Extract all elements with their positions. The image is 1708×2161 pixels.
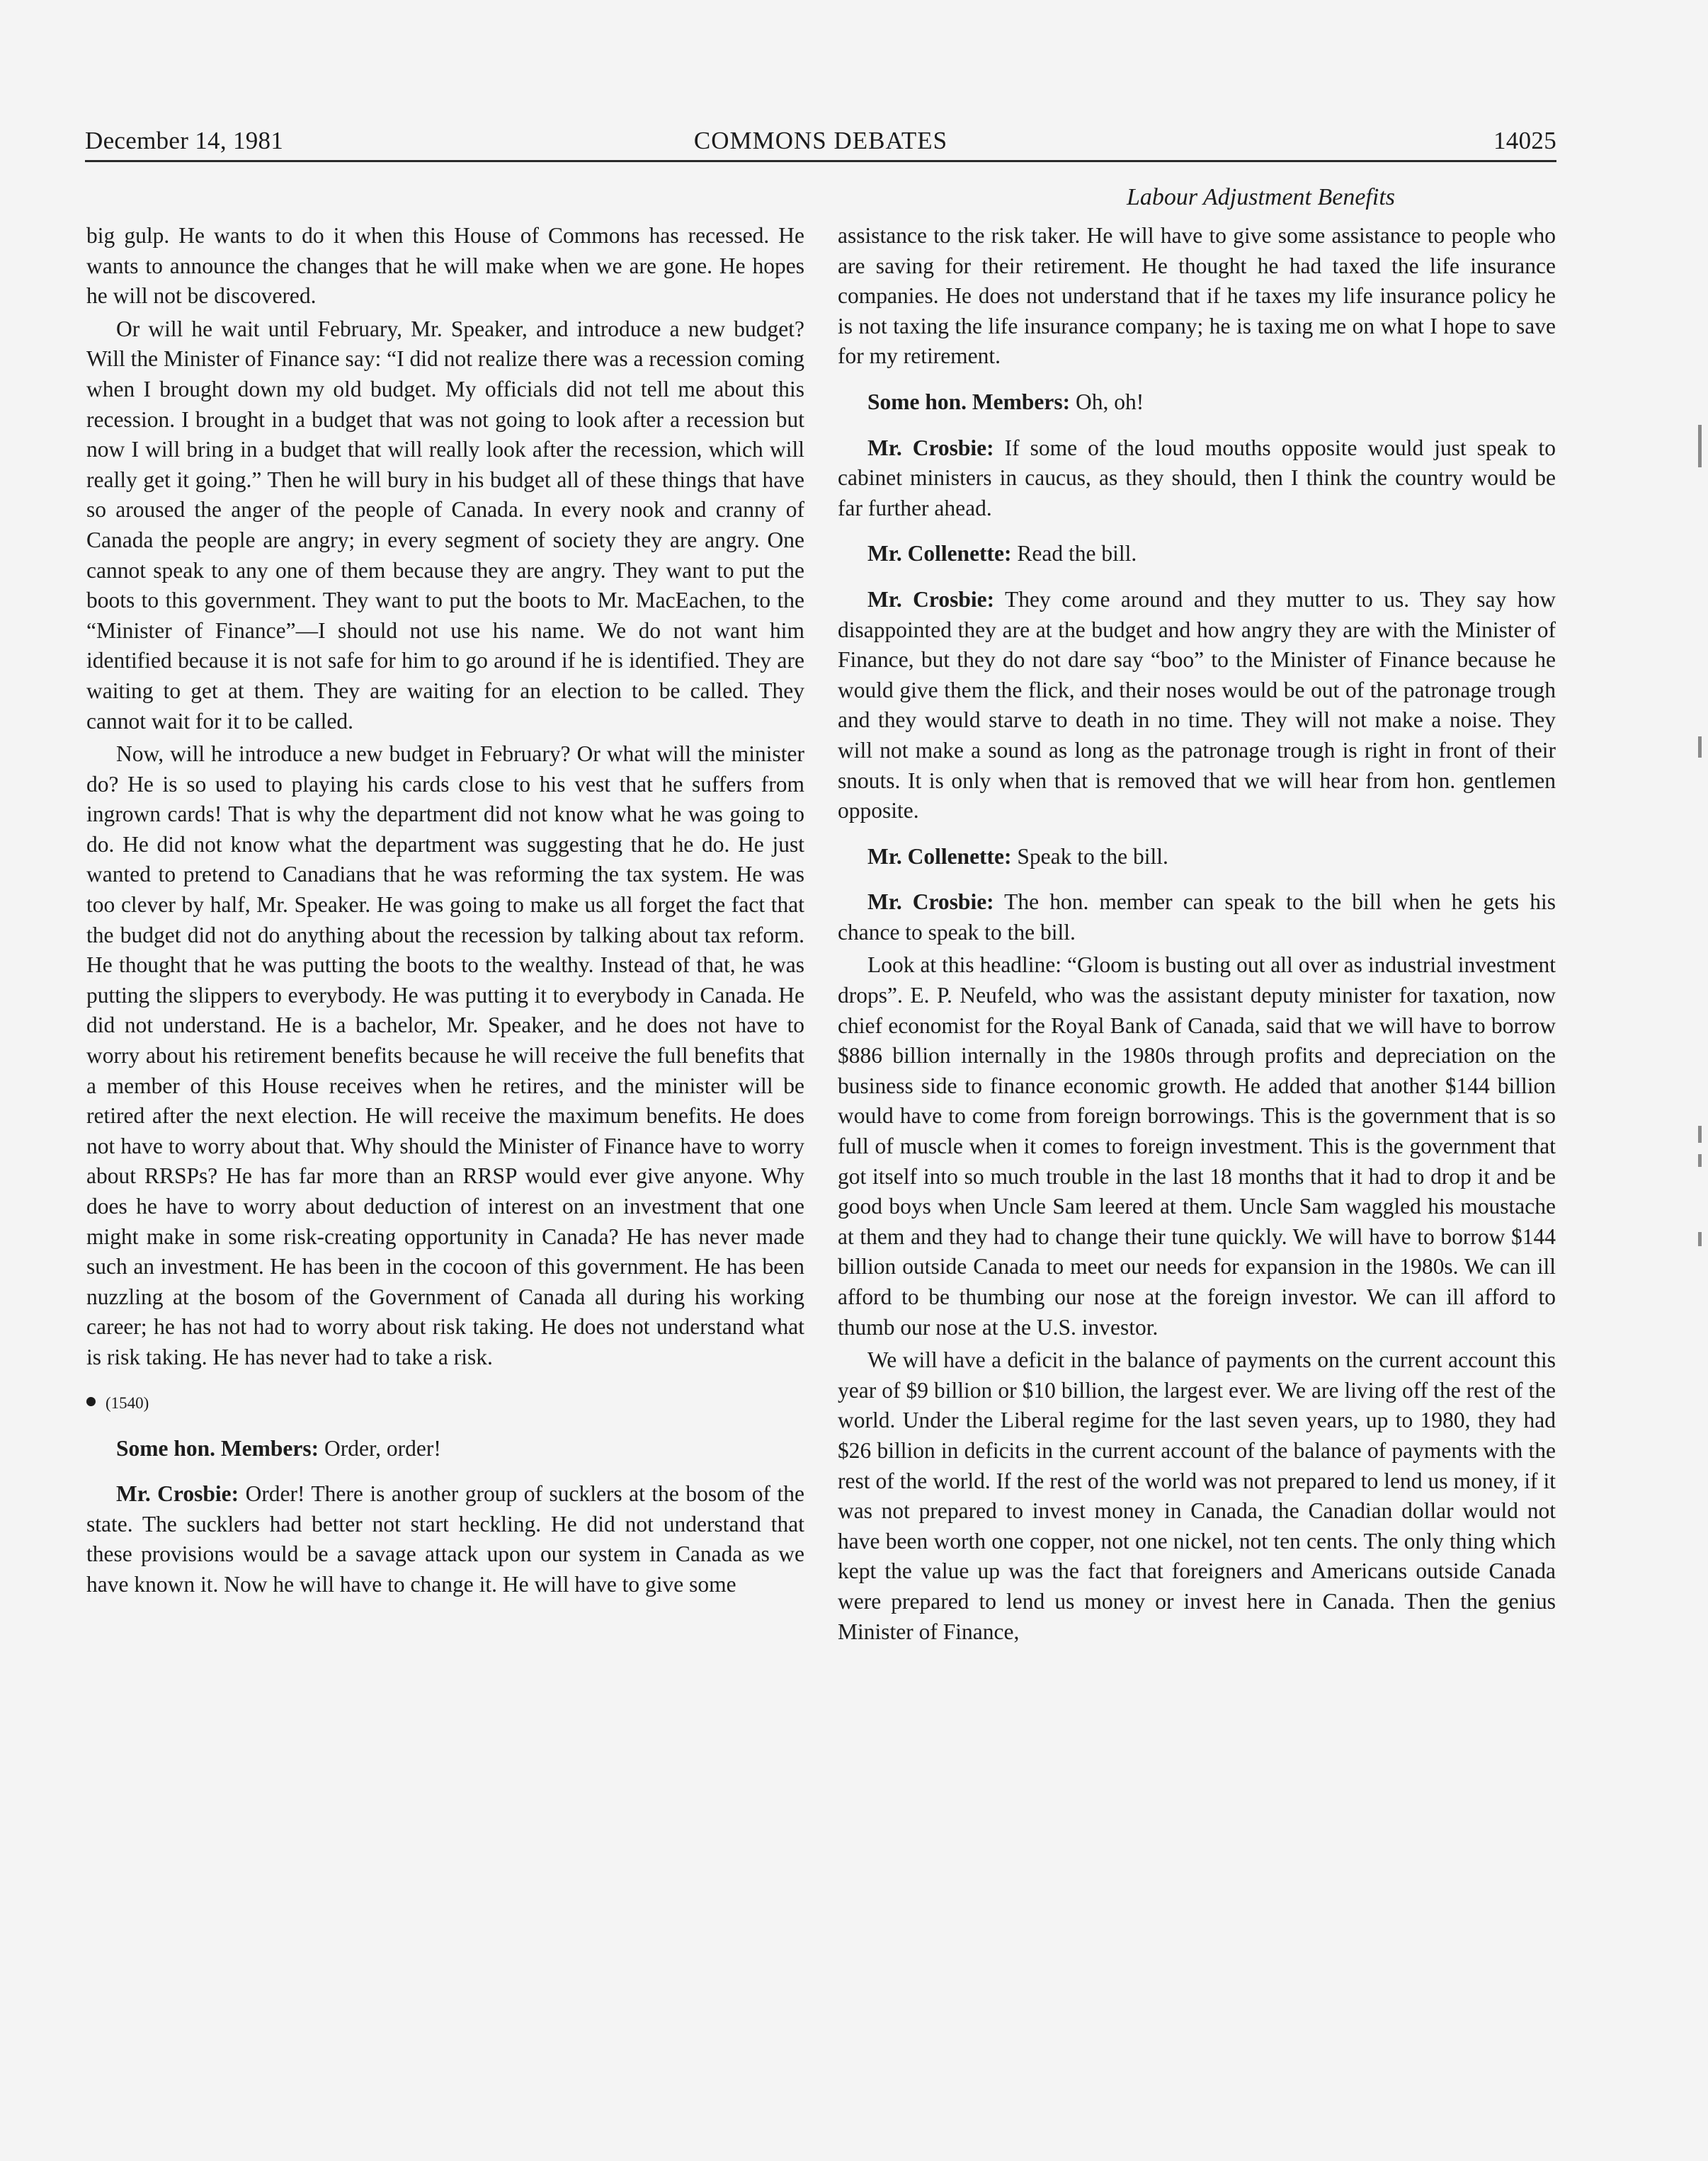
speech (86, 1479, 804, 1600)
speaker-name: Mr. Collenette: (867, 843, 1012, 869)
speech (838, 842, 1556, 872)
speech-text: If some of the loud mouths opposite would just speak to cabinet ministers in caucus, as they should, then I think the country would be far further ahead. (838, 435, 1556, 520)
speech (838, 585, 1556, 826)
paragraph: assistance to the risk taker. He will have to give some assistance to people who are saving for their retirement. He thought he had taxed the life insurance companies. He does not understand that if he taxes my life insurance policy he is not taxing the life insurance company; he is taxing me on what I hope to save for my retirement. (838, 223, 1556, 369)
paragraph: big gulp. He wants to do it when this House of Commons has recessed. He wants to announce the changes that he will make when we are gone. He hopes he will not be discovered. (86, 223, 804, 309)
speech (838, 539, 1556, 569)
speech (838, 887, 1556, 947)
speech-text: Order, order! (319, 1435, 441, 1461)
speech (838, 387, 1556, 418)
speaker-name: Mr. Crosbie: (867, 586, 995, 612)
paragraph: Now, will he introduce a new budget in February? Or what will the minister do? He is so used to playing his cards close to his vest that he suffers from ingrown cards! That is why the department did not know what he was going to do. He did not know what the department was suggesting that he do. He just wanted to pretend to Canadians that he was reforming the tax system. He was too clever by half, Mr. Speaker. He was going to make us all forget the fact that the budget did not do anything about the recession by talking about tax reform. He thought that he was putting the boots to the wealthy. Instead of that, he was putting the slippers to everybody. He was putting it to everybody in Canada. He did not understand. He is a bachelor, Mr. Speaker, and he does not have to worry about his retirement benefits because he will receive the full benefits that a member of this House receives when he retires, and the minister will be retired after the next election. He will receive the maximum benefits. He does not have to worry about that. Why should the Minister of Finance have to worry about RRSPs? He has far more than an RRSP would ever give anyone. Why does he have to worry about deduction of interest on an investment that one might make in some risk-creating opportunity in Canada? He has never made such an investment. He has been in the cocoon of this government. He has been nuzzling at the bosom of the Government of Canada all during his working career; he has not had to worry about risk taking. He does not understand what is risk taking. He has never had to take a risk. (86, 741, 804, 1369)
speaker-name: Mr. Crosbie: (867, 435, 994, 460)
speech-text: The hon. member can speak to the bill when he gets his chance to speak to the bill. (838, 889, 1556, 945)
speaker-name: Some hon. Members: (867, 389, 1071, 414)
right-column (838, 221, 1556, 1647)
speech-text: Order! There is another group of sucklers at the bosom of the state. The sucklers had better not start heckling. He did not understand that these provisions would be a savage attack upon our system in Canada as we have known it. Now he will have to change it. He will have to give some (86, 1481, 805, 1597)
header-page-number: 14025 (1493, 127, 1556, 154)
bullet-icon (86, 1397, 96, 1406)
time-stamp (86, 1389, 804, 1418)
paragraph: We will have a deficit in the balance of payments on the current account this year of $9 billion or $10 billion, the largest ever. We are living off the rest of the world. Under the Liberal regime for the last seven years, up to 1980, they had $26 billion in deficits in the current account of the balance of payments with the rest of the world. If the rest of the world was not prepared to lend us money, if it was not prepared to invest money in Canada, the Canadian dollar would not have been worth one copper, not one nickel, not ten cents. The only thing which kept the value up was the fact that foreigners and Americans outside Canada were prepared to lend us money or invest here in Canada. Then the genius Minister of Finance, (838, 1347, 1556, 1644)
speaker-name: Mr. Crosbie: (867, 889, 994, 915)
header-publication-title: COMMONS DEBATES (693, 127, 948, 154)
speech-text: Speak to the bill. (1011, 843, 1168, 869)
header-rule (85, 160, 1556, 162)
speech (838, 433, 1556, 524)
left-column (86, 221, 804, 1600)
speech-text: Read the bill. (1011, 541, 1137, 566)
speech-text: They come around and they mutter to us. They say how disappointed they are at the budget and how angry they are with the Minister of Finance, but they do not dare say “boo” to the Minister of Finance because he would give them the flick, and their noses would be out of the patronage trough and they would starve to death in no time. They will not make a noise. They will not make a sound as long as the patronage trough is right in front of their snouts. It is only when that is removed that we will hear from hon. gentlemen opposite. (838, 586, 1556, 823)
paragraph: Or will he wait until February, Mr. Speaker, and introduce a new budget? Will the Minister of Finance say: “I did not realize there was a recession coming when I brought down my old budget. My officials did not tell me about this recession. I brought in a budget that was not going to look after a recession but now I will bring in a budget that will really look after the recession, which will really get it going.” Then he will bury in his budget all of these things that have so aroused the anger of the people of Canada. In every nook and cranny of Canada the people are angry; in every segment of society they are angry. One cannot speak to any one of them because they are angry. They want to put the boots to this government. They want to put the boots to Mr. MacEachen, to the “Minister of Finance”—I should not use his name. We do not want him identified because it is not safe for him to go around if he is identified. They are waiting to get at them. They are waiting for an election to be called. They cannot wait for it to be called. (86, 316, 804, 734)
speaker-name: Some hon. Members: (116, 1435, 319, 1461)
scan-edge-marks (1698, 397, 1702, 1600)
speaker-name: Mr. Crosbie: (116, 1481, 239, 1507)
speech-text: Oh, oh! (1070, 389, 1144, 414)
header-date: December 14, 1981 (85, 127, 284, 154)
speaker-name: Mr. Collenette: (867, 541, 1012, 566)
time-stamp-text: (1540) (106, 1393, 149, 1412)
page-header (85, 122, 1556, 160)
running-title: Labour Adjustment Benefits (1126, 184, 1395, 210)
paragraph: Look at this headline: “Gloom is busting out all over as industrial investment drops”. E. P. Neufeld, who was the assistant deputy minister for taxation, now chief economist for the Royal Bank of Canada, said that we will have to borrow $886 billion internally in the 1980s through profits and depreciation on the business side to finance economic growth. He added that another $144 billion would have to come from foreign borrowings. This is the government that is so full of muscle when it comes to foreign investment. This is the government that got itself into so much trouble in the last 18 months that it had to drop it and be good boys when Uncle Sam leered at them. Uncle Sam waggled his moustache at them and they had to change their tune quickly. We will have to borrow $144 billion outside Canada to meet our needs for expansion in the 1980s. We can ill afford to be thumbing our nose at the foreign investor. We can ill afford to thumb our nose at the U.S. investor. (838, 952, 1556, 1340)
speech (86, 1434, 804, 1464)
